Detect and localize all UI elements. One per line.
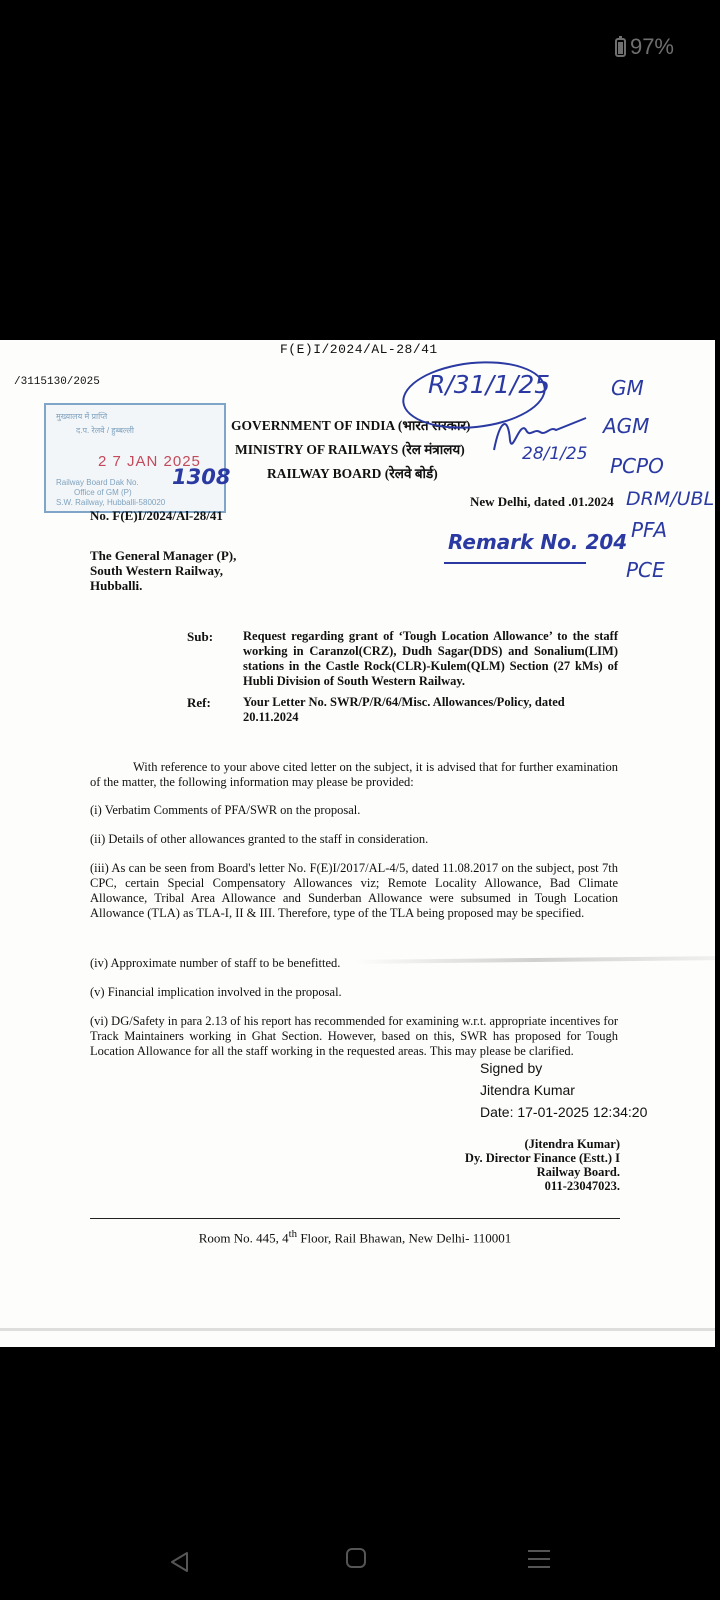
addressee-block xyxy=(90,548,236,593)
signature-date: 28/1/25 xyxy=(522,444,588,464)
header-railway-board: RAILWAY BOARD (रेलवे बोर्ड) xyxy=(267,466,438,481)
signer-name: Jitendra Kumar xyxy=(480,1082,575,1098)
letter-date: New Delhi, dated .01.2024 xyxy=(470,494,614,509)
subject-text: Request regarding grant of ‘Tough Location Allowance’ to the staff working in Caranzol(CRZ), Dudh Sagar(DDS) and Sonalium(LIM) stations in the Castle Rock(CLR)-Kulem(QLM) Section (27 kMs) of Hubli Division of South Western Railway. xyxy=(243,629,618,688)
reference-text: Your Letter No. SWR/P/R/64/Misc. Allowances/Policy, dated 20.11.2024 xyxy=(243,695,565,724)
officer-phone: 011-23047023. xyxy=(544,1179,620,1193)
point-v: (v) Financial implication involved in the proposal. xyxy=(90,985,342,999)
point-vi: (vi) DG/Safety in para 2.13 of his report has recommended for examining w.r.t. appropriate incentives for Track Maintainers working in Ghat Section. However, based on this, SWR has proposed for Tough Location Allowance for all the staff working in the requested areas. This may please be clarified. xyxy=(90,1014,618,1058)
officer-office: Railway Board. xyxy=(536,1165,620,1179)
file-reference-top: F(E)I/2024/AL-28/41 xyxy=(280,342,438,357)
header-government: GOVERNMENT OF INDIA (भारत सरकार) xyxy=(231,418,471,433)
signed-by-label: Signed by xyxy=(480,1060,543,1076)
reference-label: Ref: xyxy=(187,695,211,710)
officer-name: (Jitendra Kumar) xyxy=(524,1137,620,1151)
letter-number: No. F(E)I/2024/Al-28/41 xyxy=(90,508,223,523)
point-iv: (iv) Approximate number of staff to be benefitted. xyxy=(90,956,341,970)
recents-icon[interactable] xyxy=(528,1550,550,1574)
footer-address-prefix: Room No. 445, 4 xyxy=(198,1230,289,1246)
distribution-pfa: PFA xyxy=(631,518,668,542)
distribution-pcpo: PCPO xyxy=(610,454,664,478)
point-i: (i) Verbatim Comments of PFA/SWR on the proposal. xyxy=(90,803,361,817)
stamp-line-1: मुख्यालय में प्राप्ति xyxy=(56,412,108,421)
footer-superscript: th xyxy=(288,1228,298,1240)
battery-charging-icon xyxy=(615,38,626,57)
officer-designation: Dy. Director Finance (Estt.) I xyxy=(464,1151,620,1165)
footer-address xyxy=(90,1228,620,1246)
circled-note: R/31/1/25 xyxy=(428,370,551,399)
signature-datetime: Date: 17-01-2025 12:34:20 xyxy=(480,1104,648,1120)
navigation-bar xyxy=(0,1520,720,1600)
battery-status xyxy=(615,34,674,60)
distribution-pce: PCE xyxy=(626,558,665,582)
stamp-line-3: Railway Board Dak No. xyxy=(56,478,139,487)
receipt-number: /3115130/2025 xyxy=(14,376,100,388)
addressee-line: South Western Railway, xyxy=(90,563,224,578)
back-icon[interactable] xyxy=(168,1550,190,1574)
distribution-agm: AGM xyxy=(603,414,650,438)
distribution-gm: GM xyxy=(611,376,644,400)
footer-address-suffix: Floor, Rail Bhawan, New Delhi- 110001 xyxy=(297,1230,512,1246)
subject-label: Sub: xyxy=(187,629,214,644)
stamp-date: 2 7 JAN 2025 xyxy=(98,453,201,470)
page-edge-shadow xyxy=(0,1328,715,1331)
digital-signature xyxy=(480,1057,647,1123)
addressee-line: The General Manager (P), xyxy=(90,548,237,563)
stamp-line-2: द.प. रेलवे / हुब्बल्ली xyxy=(76,426,135,435)
distribution-drm: DRM/UBL xyxy=(626,488,715,510)
stamp-line-4: Office of GM (P) xyxy=(74,488,132,497)
stamp-line-5: S.W. Railway, Hubballi-580020 xyxy=(56,498,166,507)
point-ii: (ii) Details of other allowances granted to the staff in consideration. xyxy=(90,832,429,846)
officer-block xyxy=(300,1137,620,1193)
point-iii: (iii) As can be seen from Board's letter No. F(E)I/2017/AL-4/5, dated 11.08.2017 on the subject, post 7th CPC, certain Special Compensatory Allowances viz; Remote Locality Allowance, Bad Climate Allowance, Tribal Area Allowance and Sunderban Allowance were subsumed in Tough Location Allowance (TLA) as TLA-I, II & III. Therefore, type of the TLA being proposed may be specified. xyxy=(90,861,618,920)
remark-underline xyxy=(444,562,586,564)
remark-note: Remark No. 204 xyxy=(448,530,628,554)
scanned-letter xyxy=(0,340,715,1347)
header-ministry: MINISTRY OF RAILWAYS (रेल मंत्रालय) xyxy=(235,442,465,457)
receipt-stamp xyxy=(44,403,231,513)
footer-divider xyxy=(90,1218,620,1219)
intro-paragraph: With reference to your above cited letter on the subject, it is advised that for further examination of the matter, the following information may please be provided: xyxy=(90,760,618,789)
stamp-number: 1308 xyxy=(172,465,231,489)
home-icon[interactable] xyxy=(346,1548,366,1568)
addressee-line: Hubballi. xyxy=(90,578,143,593)
battery-level: 97% xyxy=(629,34,674,59)
